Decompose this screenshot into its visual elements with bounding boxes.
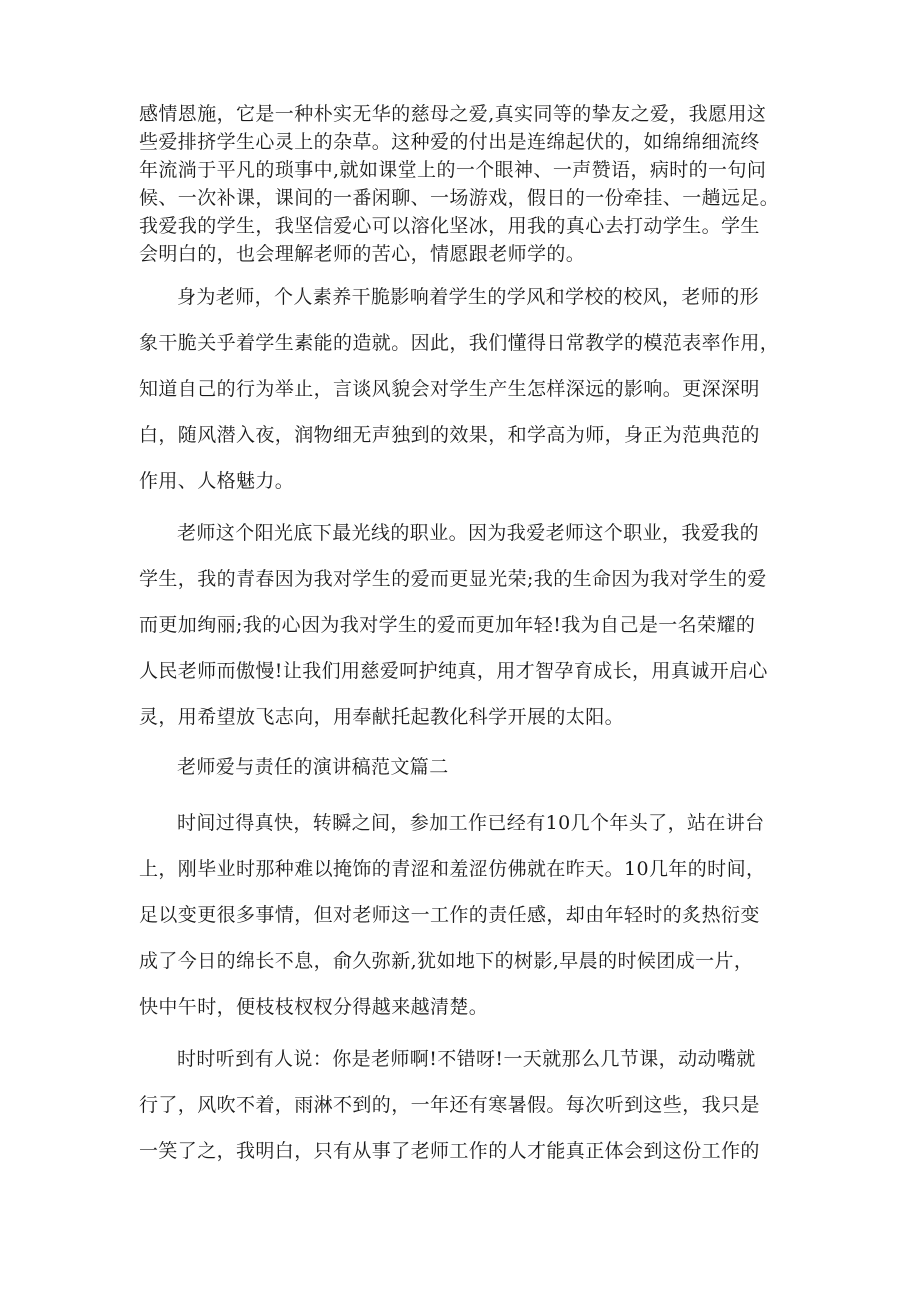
paragraph-line: 时时听到有人说：你是老师啊!不错呀!一天就那么几节课，动动嘴就 [177, 1048, 756, 1070]
paragraph-line: 而更加绚丽;我的心因为我对学生的爱而更加年轻!我为自己是一名荣耀的 [139, 614, 756, 636]
paragraph-line: 人民老师而傲慢!让我们用慈爱呵护纯真，用才智孕育成长，用真诚开启心 [139, 660, 768, 682]
paragraph-4 [139, 800, 799, 1030]
paragraph-line: 灵，用希望放飞志向，用奉献托起教化科学开展的太阳。 [139, 706, 625, 728]
paragraph-line: 感情恩施，它是一种朴实无华的慈母之爱,真实同等的挚友之爱，我愿用这 [139, 103, 767, 125]
paragraph-3 [139, 510, 799, 740]
paragraph-line: 象干脆关乎着学生素能的造就。因此，我们懂得日常教学的模范表率作用， [139, 332, 780, 354]
paragraph-line: 快中午时，便枝枝杈杈分得越来越清楚。 [139, 996, 489, 1018]
paragraph-line: 学生，我的青春因为我对学生的爱而更显光荣;我的生命因为我对学生的爱 [139, 568, 767, 590]
paragraph-line: 行了，风吹不着，雨淋不到的，一年还有寒暑假。每次听到这些，我只是 [139, 1094, 760, 1116]
paragraph-line: 知道自己的行为举止，言谈风貌会对学生产生怎样深远的影响。更深深明 [139, 378, 760, 400]
paragraph-line: 足以变更很多事情，但对老师这一工作的责任感，却由年轻时的炙热衍变 [139, 904, 760, 926]
paragraph-line: 会明白的，也会理解老师的苦心，情愿跟老师学的。 [139, 243, 586, 265]
paragraph-line: 年流淌于平凡的琐事中,就如课堂上的一个眼神、一声赞语，病时的一句问 [139, 159, 767, 181]
section-heading [139, 744, 799, 790]
paragraph-line: 候、一次补课，课间的一番闲聊、一场游戏，假日的一份牵挂、一趟远足。 [139, 187, 780, 209]
paragraph-line: 我爱我的学生，我坚信爱心可以溶化坚冰，用我的真心去打动学生。学生 [139, 215, 760, 237]
paragraph-line: 成了今日的绵长不息，俞久弥新,犹如地下的树影,早晨的时候团成一片， [139, 950, 754, 972]
paragraph-line: 上，刚毕业时那种难以掩饰的青涩和羞涩仿佛就在昨天。10几年的时间， [139, 858, 766, 880]
paragraph-1 [139, 100, 799, 268]
paragraph-line: 作用、人格魅力。 [139, 470, 295, 492]
paragraph-line: 白，随风潜入夜，润物细无声独到的效果，和学高为师，身正为范典范的 [139, 424, 760, 446]
paragraph-5 [139, 1036, 799, 1174]
paragraph-2 [139, 274, 799, 504]
paragraph-line: 老师这个阳光底下最光线的职业。因为我爱老师这个职业，我爱我的 [177, 522, 760, 544]
paragraph-line: 时间过得真快，转瞬之间，参加工作已经有10几个年头了，站在讲台 [177, 812, 765, 834]
paragraph-line: 些爱排挤学生心灵上的杂草。这种爱的付出是连绵起伏的，如绵绵细流终 [139, 131, 760, 153]
paragraph-line: 身为老师，个人素养干脆影响着学生的学风和学校的校风，老师的形 [177, 286, 760, 308]
paragraph-line: 一笑了之，我明白，只有从事了老师工作的人才能真正体会到这份工作的 [139, 1140, 760, 1162]
section-heading-text: 老师爱与责任的演讲稿范文篇二 [177, 756, 449, 778]
